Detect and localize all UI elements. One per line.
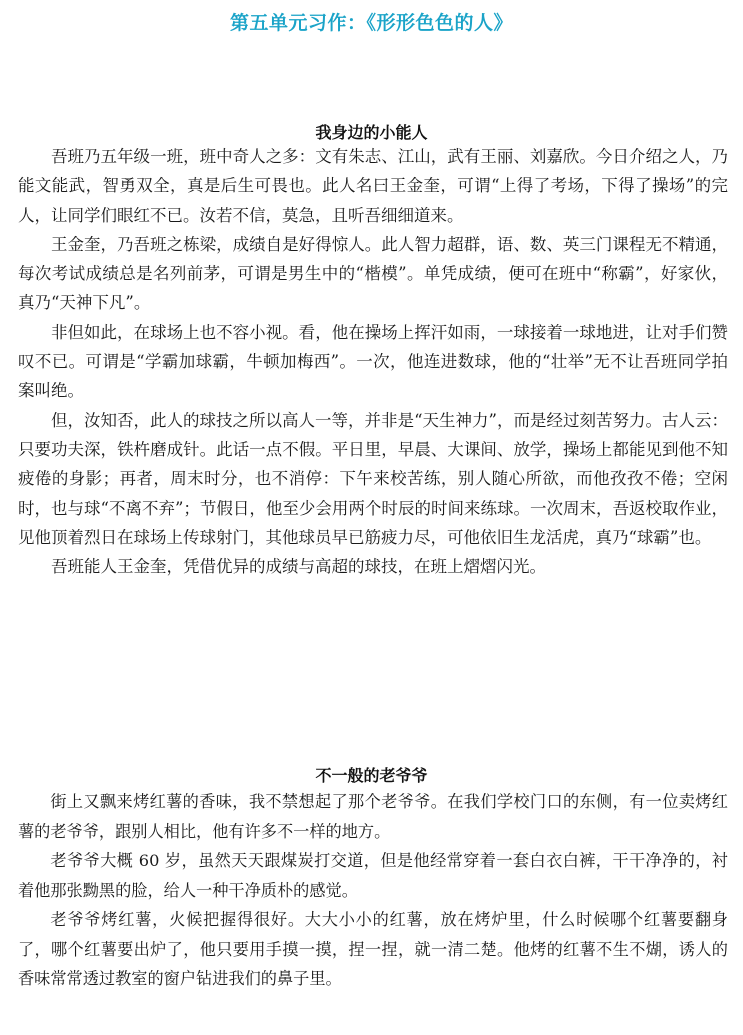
essay-paragraph: 但，汝知否，此人的球技之所以高人一等，并非是“天生神力”，而是经过刻苦努力。古人云：只要功夫深，铁杵磨成针。此话一点不假。平日里，早晨、大课间、放学，操场上都能见到他不知疲倦的身影；再者，周末时分，也不消停：下午来校苦练，别人随心所欲，而他孜孜不倦；空闲时，也与球“不离不弃”；节假日，他至少会用两个时辰的时间来练球。一次周末，吾返校取作业，见他顶着烈日在球场上传球射门，其他球员早已筋疲力尽，可他依旧生龙活虎，真乃“球霸”也。 xyxy=(18,410,728,547)
essay-paragraph: 街上又飘来烤红薯的香味，我不禁想起了那个老爷爷。在我们学校门口的东侧，有一位卖烤红薯的老爷爷，跟别人相比，他有许多不一样的地方。 xyxy=(18,792,728,841)
essay-paragraph: 老爷爷烤红薯，火候把握得很好。大大小小的红薯，放在烤炉里，什么时候哪个红薯要翻身了，哪个红薯要出炉了，他只要用手摸一摸，捏一捏，就一清二楚。他烤的红薯不生不煳，诱人的香味常常透过教室的窗户钻进我们的鼻子里。 xyxy=(18,910,728,988)
essay-title-2: 不一般的老爷爷 xyxy=(315,766,428,785)
essay-paragraph: 老爷爷大概 60 岁，虽然天天跟煤炭打交道，但是他经常穿着一套白衣白裤，干干净净的，衬着他那张黝黑的脸，给人一种干净质朴的感觉。 xyxy=(18,851,728,900)
essay-paragraph: 吾班能人王金奎，凭借优异的成绩与高超的球技，在班上熠熠闪光。 xyxy=(51,557,546,577)
essay-body-2 xyxy=(18,787,728,994)
essay-paragraph: 吾班乃五年级一班，班中奇人之多：文有朱志、江山，武有王丽、刘嘉欣。今日介绍之人，乃能文能武，智勇双全，真是后生可畏也。此人名曰王金奎，可谓“上得了考场，下得了操场”的完人，让同学们眼红不已。汝若不信，莫急，且听吾细细道来。 xyxy=(18,147,728,225)
unit-title: 第五单元习作：《形形色色的人》 xyxy=(229,12,513,34)
essay-title-1: 我身边的小能人 xyxy=(315,123,428,142)
essay-body-1 xyxy=(18,142,728,581)
essay-paragraph: 王金奎，乃吾班之栋梁，成绩自是好得惊人。此人智力超群，语、数、英三门课程无不精通，每次考试成绩总是名列前茅，可谓是男生中的“楷模”。单凭成绩，便可在班中“称霸”，好家伙，真乃“天神下凡”。 xyxy=(18,234,728,313)
essay-paragraph: 非但如此，在球场上也不容小视。看，他在操场上挥汗如雨，一球接着一球地进，让对手们赞叹不已。可谓是“学霸加球霸，牛顿加梅西”。一次，他连进数球，他的“壮举”无不让吾班同学拍案叫绝。 xyxy=(18,322,728,401)
